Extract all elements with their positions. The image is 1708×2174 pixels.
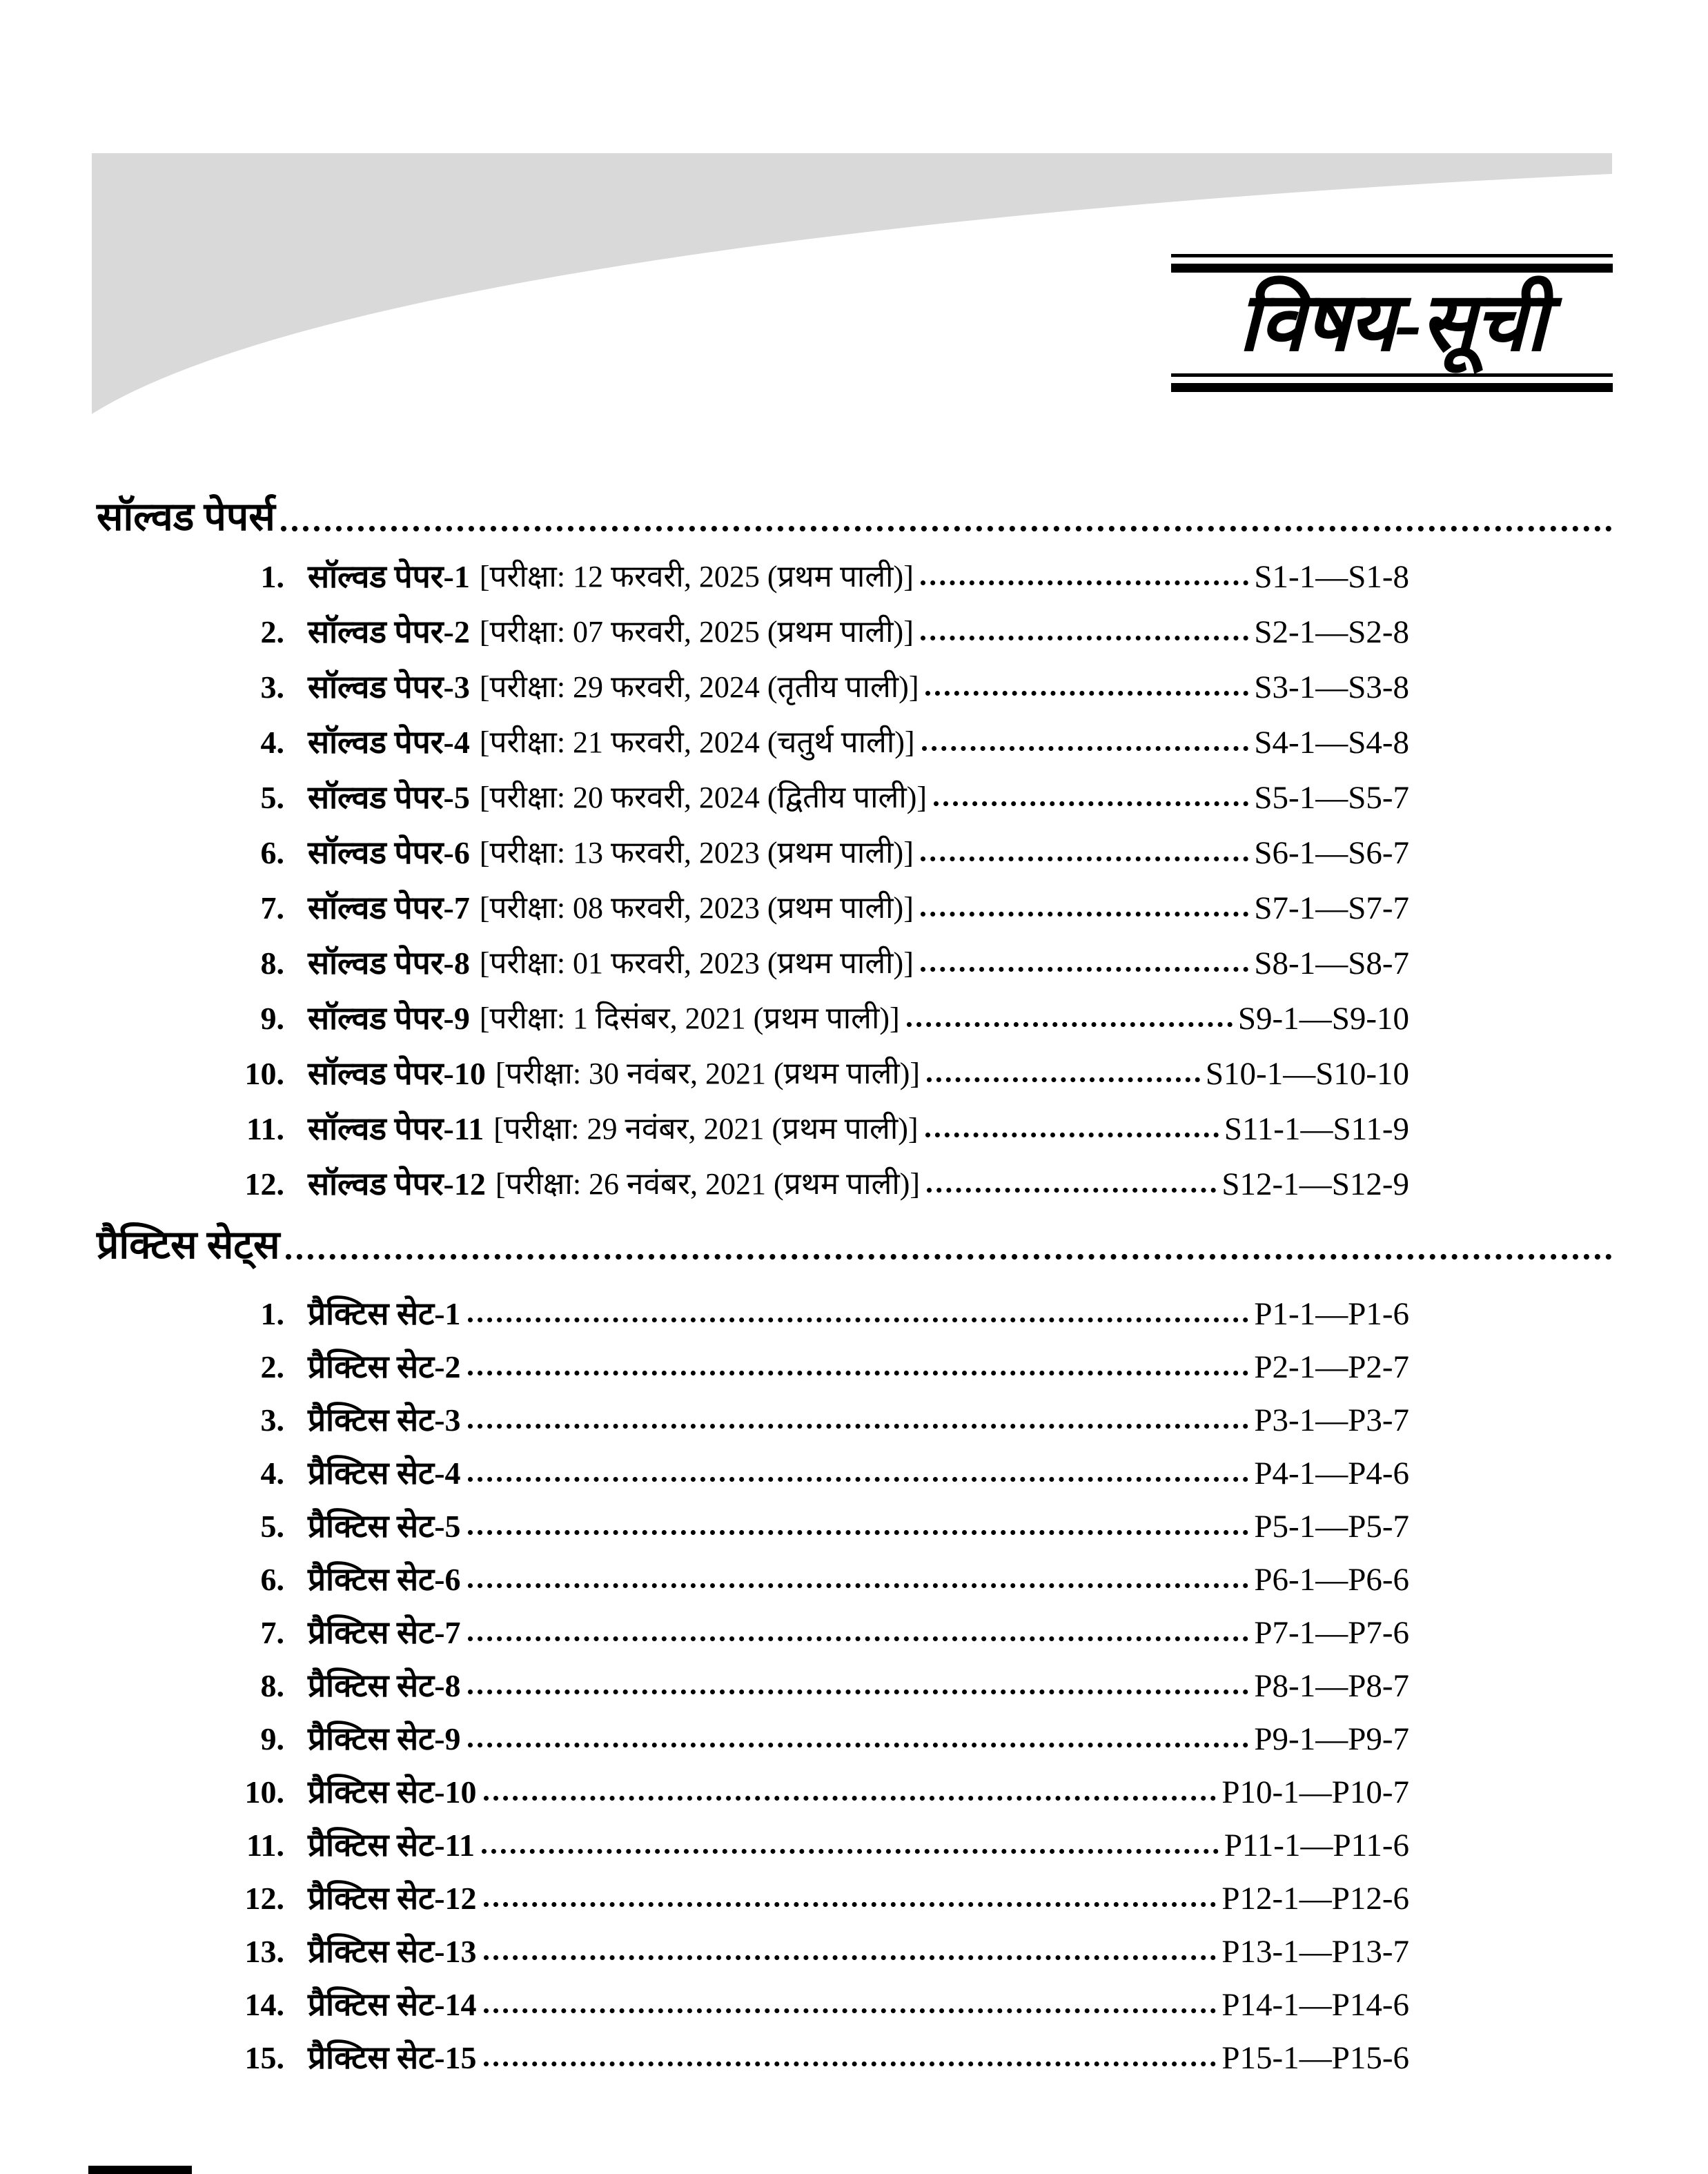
item-exam-detail: [परीक्षा: 20 फरवरी, 2024 (द्वितीय पाली)] — [479, 781, 927, 814]
section-rows — [97, 542, 1612, 1204]
item-number: 12. — [244, 1881, 284, 1916]
toc-row — [97, 1281, 1612, 1334]
dot-leader — [468, 1318, 1249, 1322]
dot-leader — [468, 1530, 1249, 1535]
item-page-range: P1-1—P1-6 — [1254, 1296, 1409, 1332]
item-number: 10. — [244, 1056, 284, 1091]
item-title: सॉल्वड पेपर-12 — [308, 1166, 486, 1202]
item-title: सॉल्वड पेपर-6 — [308, 835, 470, 870]
toc-row — [97, 652, 1612, 707]
toc-row — [97, 1039, 1612, 1094]
item-exam-detail: [परीक्षा: 12 फरवरी, 2025 (प्रथम पाली)] — [479, 560, 914, 594]
item-page-range: P14-1—P14-6 — [1221, 1987, 1409, 2023]
item-page-range: P9-1—P9-7 — [1254, 1721, 1409, 1757]
item-title: सॉल्वड पेपर-4 — [308, 725, 470, 760]
dot-leader — [468, 1371, 1249, 1375]
item-title: सॉल्वड पेपर-5 — [308, 780, 470, 815]
item-number: 3. — [260, 669, 284, 705]
section-title: सॉल्वड पेपर्स — [97, 496, 275, 539]
item-exam-detail: [परीक्षा: 29 नवंबर, 2021 (प्रथम पाली)] — [493, 1112, 919, 1146]
item-page-range: S1-1—S1-8 — [1254, 559, 1409, 595]
toc-section — [97, 1204, 1612, 2078]
item-title: सॉल्वड पेपर-11 — [308, 1111, 484, 1146]
item-title: प्रैक्टिस सेट-4 — [308, 1456, 461, 1491]
toc-row — [97, 597, 1612, 652]
title-rule-bottom-thin — [1171, 373, 1613, 377]
item-number: 11. — [246, 1828, 284, 1863]
item-title: प्रैक्टिस सेट-6 — [308, 1562, 461, 1597]
item-number: 7. — [260, 890, 284, 926]
dot-leader — [468, 1477, 1249, 1482]
section-rows — [97, 1281, 1612, 2078]
dot-leader — [468, 1424, 1249, 1429]
item-page-range: S4-1—S4-8 — [1254, 725, 1409, 761]
item-exam-detail: [परीक्षा: 30 नवंबर, 2021 (प्रथम पाली)] — [495, 1057, 921, 1090]
toc-row — [97, 1812, 1612, 1865]
item-number: 5. — [260, 1509, 284, 1544]
toc-row — [97, 1094, 1612, 1149]
toc-row — [97, 818, 1612, 873]
item-title: प्रैक्टिस सेट-1 — [308, 1296, 461, 1331]
section-header — [97, 1204, 1612, 1270]
toc-row — [97, 928, 1612, 983]
item-page-range: P3-1—P3-7 — [1254, 1402, 1409, 1438]
item-number: 2. — [260, 1349, 284, 1384]
item-title: सॉल्वड पेपर-7 — [308, 890, 470, 926]
dot-leader — [921, 912, 1249, 917]
title-rule-top-thick — [1171, 264, 1613, 273]
item-number: 5. — [260, 780, 284, 815]
toc-row — [97, 1440, 1612, 1494]
dot-leader — [921, 856, 1249, 861]
item-number: 1. — [260, 559, 284, 594]
item-exam-detail: [परीक्षा: 1 दिसंबर, 2021 (प्रथम पाली)] — [479, 1001, 900, 1035]
item-exam-detail: [परीक्षा: 21 फरवरी, 2024 (चतुर्थ पाली)] — [479, 725, 915, 759]
dot-leader — [925, 1133, 1219, 1137]
dot-leader — [484, 1902, 1217, 1907]
dot-leader — [484, 2008, 1217, 2013]
dot-leader — [921, 967, 1249, 972]
toc-row — [97, 2025, 1612, 2078]
dot-leader — [286, 1254, 1612, 1260]
toc-row — [97, 1494, 1612, 1547]
item-exam-detail: [परीक्षा: 26 नवंबर, 2021 (प्रथम पाली)] — [495, 1167, 921, 1201]
item-number: 12. — [244, 1166, 284, 1202]
item-page-range: P4-1—P4-6 — [1254, 1456, 1409, 1491]
item-page-range: P13-1—P13-7 — [1221, 1934, 1409, 1970]
item-title: प्रैक्टिस सेट-12 — [308, 1881, 477, 1916]
item-number: 6. — [260, 835, 284, 870]
item-page-range: S7-1—S7-7 — [1254, 890, 1409, 926]
item-title: प्रैक्टिस सेट-5 — [308, 1509, 461, 1544]
toc-row — [97, 1865, 1612, 1919]
item-title: प्रैक्टिस सेट-10 — [308, 1774, 477, 1810]
dot-leader — [484, 1796, 1217, 1801]
dot-leader — [934, 801, 1248, 806]
item-exam-detail: [परीक्षा: 07 फरवरी, 2025 (प्रथम पाली)] — [479, 615, 914, 649]
toc-row — [97, 1972, 1612, 2025]
toc-row — [97, 763, 1612, 818]
item-number: 9. — [260, 1001, 284, 1036]
item-page-range: S6-1—S6-7 — [1254, 835, 1409, 871]
item-page-range: P2-1—P2-7 — [1254, 1349, 1409, 1385]
item-number: 9. — [260, 1721, 284, 1756]
item-number: 4. — [260, 725, 284, 760]
dot-leader — [468, 1636, 1249, 1641]
title-rule-top-thin — [1171, 254, 1613, 257]
toc-row — [97, 1387, 1612, 1440]
item-number: 2. — [260, 614, 284, 649]
item-title: प्रैक्टिस सेट-9 — [308, 1721, 461, 1756]
item-page-range: P6-1—P6-6 — [1254, 1562, 1409, 1598]
item-number: 14. — [244, 1987, 284, 2022]
item-page-range: S9-1—S9-10 — [1237, 1001, 1409, 1037]
item-title: प्रैक्टिस सेट-8 — [308, 1668, 461, 1703]
dot-leader — [468, 1583, 1249, 1588]
item-number: 15. — [244, 2040, 284, 2075]
title-rule-bottom-thick — [1171, 383, 1613, 392]
item-number: 6. — [260, 1562, 284, 1597]
item-title: प्रैक्टिस सेट-15 — [308, 2040, 477, 2075]
toc-row — [97, 1149, 1612, 1204]
section-header — [97, 476, 1612, 542]
item-page-range: P15-1—P15-6 — [1221, 2040, 1409, 2076]
dot-leader — [907, 1022, 1233, 1027]
item-page-range: P10-1—P10-7 — [1221, 1774, 1409, 1810]
dot-leader — [921, 580, 1249, 585]
title-block — [1171, 254, 1613, 392]
item-page-range: P11-1—P11-6 — [1224, 1828, 1409, 1863]
item-page-range: S11-1—S11-9 — [1224, 1111, 1409, 1147]
page-bottom-scan-mark — [88, 2166, 192, 2174]
toc-row — [97, 707, 1612, 763]
toc-row — [97, 542, 1612, 597]
item-exam-detail: [परीक्षा: 29 फरवरी, 2024 (तृतीय पाली)] — [479, 670, 919, 704]
table-of-contents — [97, 476, 1612, 2078]
item-page-range: S12-1—S12-9 — [1221, 1166, 1409, 1202]
toc-row — [97, 1600, 1612, 1653]
item-page-range: S10-1—S10-10 — [1205, 1056, 1409, 1092]
item-number: 13. — [244, 1934, 284, 1969]
dot-leader — [927, 1077, 1200, 1082]
item-title: सॉल्वड पेपर-10 — [308, 1056, 486, 1091]
item-number: 8. — [260, 1668, 284, 1703]
item-number: 10. — [244, 1774, 284, 1810]
item-page-range: S3-1—S3-8 — [1254, 669, 1409, 705]
item-number: 8. — [260, 946, 284, 981]
dot-leader — [482, 1849, 1219, 1854]
item-number: 4. — [260, 1456, 284, 1491]
item-page-range: P12-1—P12-6 — [1221, 1881, 1409, 1917]
toc-row — [97, 1334, 1612, 1387]
item-exam-detail: [परीक्षा: 01 फरवरी, 2023 (प्रथम पाली)] — [479, 946, 914, 980]
item-number: 1. — [260, 1296, 284, 1331]
dot-leader — [468, 1690, 1249, 1694]
item-title: प्रैक्टिस सेट-7 — [308, 1615, 461, 1650]
item-title: सॉल्वड पेपर-8 — [308, 946, 470, 981]
page-title: विषय-सूची — [1238, 277, 1546, 368]
toc-row — [97, 1919, 1612, 1972]
dot-leader — [921, 636, 1249, 640]
item-title: प्रैक्टिस सेट-13 — [308, 1934, 477, 1969]
item-title: प्रैक्टिस सेट-3 — [308, 1402, 461, 1438]
item-title: सॉल्वड पेपर-9 — [308, 1001, 470, 1036]
toc-row — [97, 1547, 1612, 1600]
section-title: प्रैक्टिस सेट्स — [97, 1224, 280, 1267]
item-title: सॉल्वड पेपर-3 — [308, 669, 470, 705]
item-title: प्रैक्टिस सेट-2 — [308, 1349, 461, 1384]
toc-row — [97, 873, 1612, 928]
dot-leader — [925, 691, 1248, 696]
toc-section — [97, 476, 1612, 1204]
item-title: प्रैक्टिस सेट-14 — [308, 1987, 477, 2022]
dot-leader — [922, 746, 1249, 751]
item-page-range: P5-1—P5-7 — [1254, 1509, 1409, 1545]
item-number: 3. — [260, 1402, 284, 1438]
item-exam-detail: [परीक्षा: 13 फरवरी, 2023 (प्रथम पाली)] — [479, 836, 914, 870]
item-number: 7. — [260, 1615, 284, 1650]
item-title: प्रैक्टिस सेट-11 — [308, 1828, 475, 1863]
dot-leader — [927, 1188, 1216, 1193]
dot-leader — [484, 1955, 1217, 1960]
item-page-range: P7-1—P7-6 — [1254, 1615, 1409, 1651]
dot-leader — [468, 1743, 1249, 1747]
item-page-range: P8-1—P8-7 — [1254, 1668, 1409, 1704]
dot-leader — [484, 2062, 1217, 2066]
toc-row — [97, 1706, 1612, 1759]
toc-row — [97, 1759, 1612, 1812]
item-page-range: S2-1—S2-8 — [1254, 614, 1409, 650]
item-title: सॉल्वड पेपर-2 — [308, 614, 470, 649]
dot-leader — [281, 526, 1612, 531]
item-title: सॉल्वड पेपर-1 — [308, 559, 470, 594]
toc-row — [97, 1653, 1612, 1706]
item-number: 11. — [246, 1111, 284, 1146]
toc-row — [97, 983, 1612, 1039]
item-page-range: S8-1—S8-7 — [1254, 946, 1409, 981]
item-exam-detail: [परीक्षा: 08 फरवरी, 2023 (प्रथम पाली)] — [479, 891, 914, 925]
item-page-range: S5-1—S5-7 — [1254, 780, 1409, 816]
